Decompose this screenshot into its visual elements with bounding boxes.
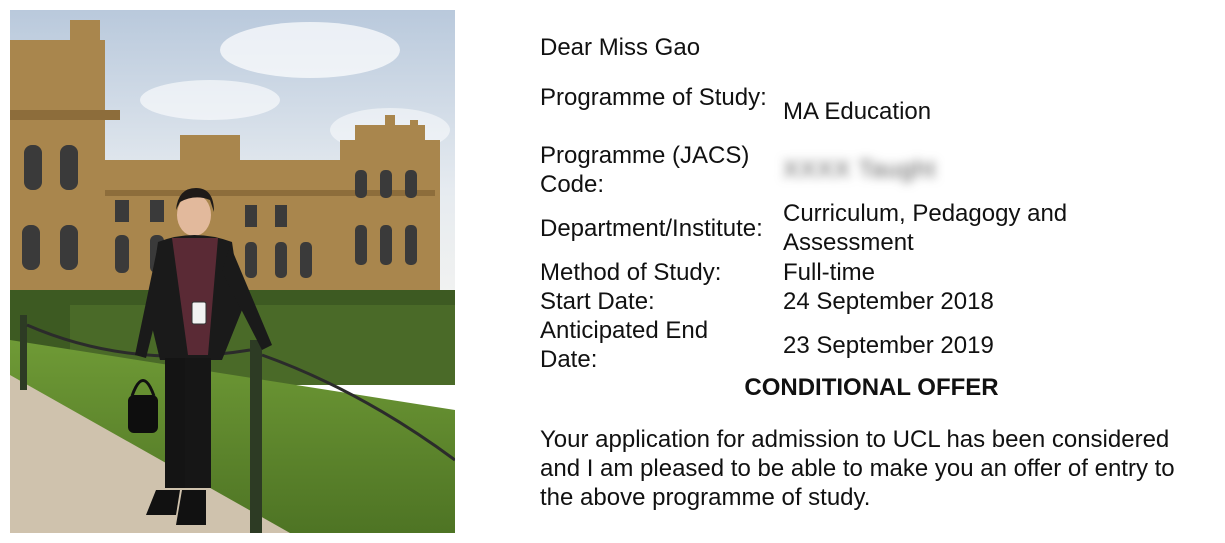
field-value-jacs-code: XXXX Taught [783,156,937,183]
field-value-method-of-study: Full-time [783,259,876,286]
offer-heading: CONDITIONAL OFFER [744,374,999,401]
greeting: Dear Miss Gao [540,34,701,61]
offer-body-text: Your application for admission to UCL has been considered and I am pleased to be able to make you an offer of entry to the above programme of study. [540,426,1175,511]
field-value-programme-of-study: MA Education [783,98,932,125]
field-value-anticipated-end-date: 23 September 2019 [783,332,994,359]
photo-illustration [10,10,455,533]
fence-post [20,315,27,390]
field-label-programme-of-study: Programme of Study: [540,84,767,111]
photo [10,10,455,533]
field-value-department: Curriculum, Pedagogy and Assessment [783,200,1068,256]
field-value-start-date: 24 September 2018 [783,288,994,315]
fence-post [250,340,262,533]
field-label-anticipated-end-date: Anticipated End Date: [540,317,709,373]
field-label-method-of-study: Method of Study: [540,259,722,286]
field-label-start-date: Start Date: [540,288,655,315]
field-label-jacs-code: Programme (JACS) Code: [540,142,750,198]
field-label-department: Department/Institute: [540,215,763,242]
